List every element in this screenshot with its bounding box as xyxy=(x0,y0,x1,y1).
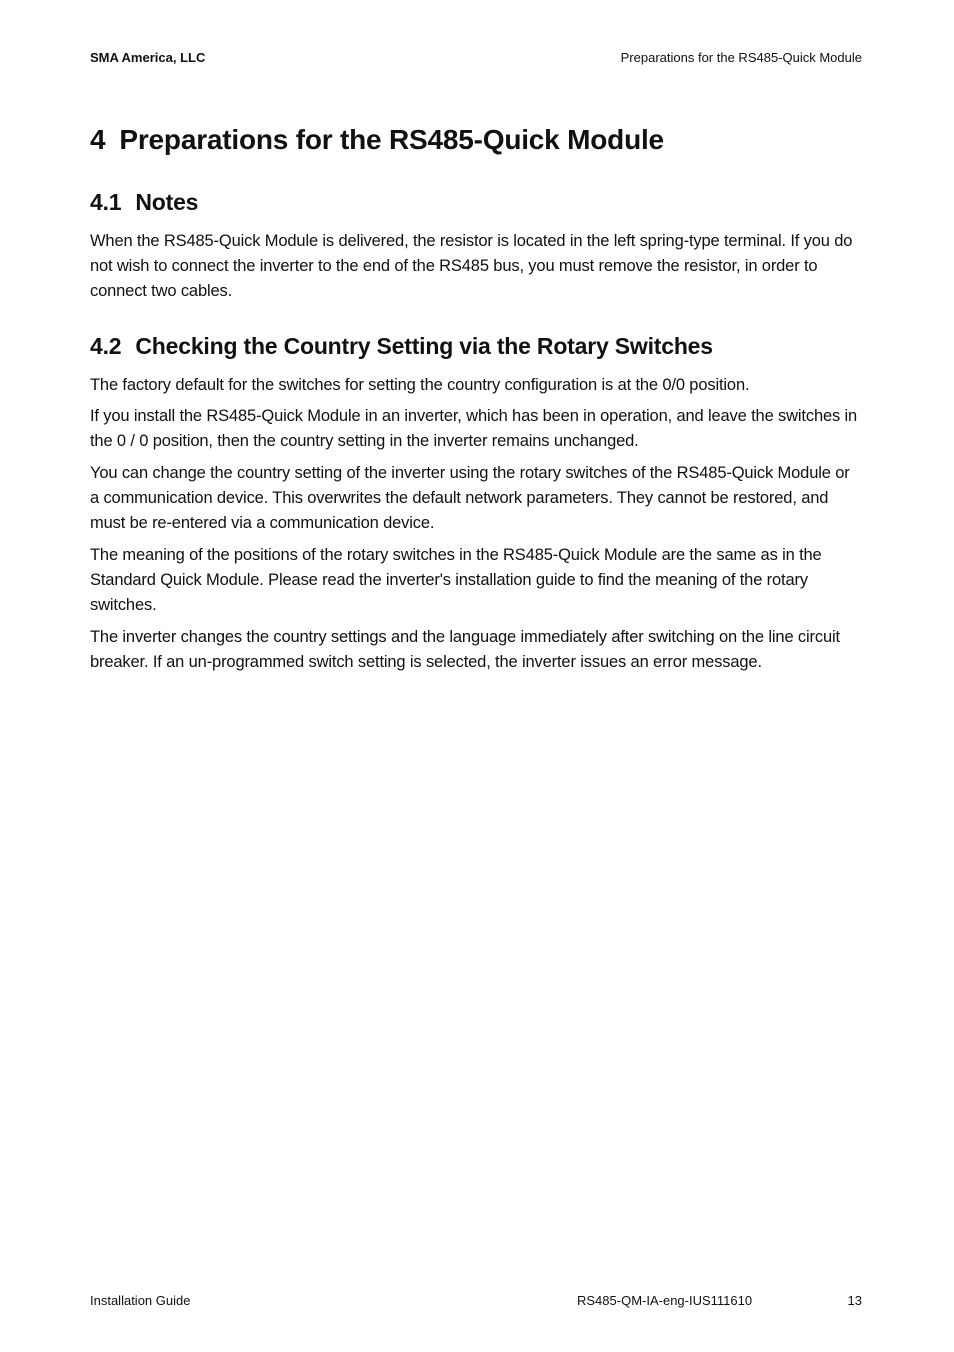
paragraph: If you install the RS485-Quick Module in an inverter, which has been in operation, and leave the switches in the 0 / 0 position, then the country setting in the inverter remains unchanged. xyxy=(90,407,858,450)
chapter-number: 4 xyxy=(90,124,106,155)
paragraph: The inverter changes the country settings and the language immediately after switching on the line circuit breaker. If an un-programmed switch setting is selected, the inverter issues an error message. xyxy=(90,628,840,671)
page-number: 13 xyxy=(847,1293,862,1308)
footer-guide-title: Installation Guide xyxy=(90,1293,191,1308)
section-heading-country-setting xyxy=(90,333,713,360)
chapter-title: Preparations for the RS485-Quick Module xyxy=(119,124,664,155)
paragraph: The factory default for the switches for setting the country configuration is at the 0/0 position. xyxy=(90,376,750,394)
section-number: 4.2 xyxy=(90,333,122,359)
header-company: SMA America, LLC xyxy=(90,50,206,65)
page-footer xyxy=(90,1293,862,1311)
paragraph: When the RS485-Quick Module is delivered, the resistor is located in the left spring-type terminal. If you do not wish to connect the inverter to the end of the RS485 bus, you must remove the resistor, in order to connect two cables. xyxy=(90,232,853,300)
paragraph: You can change the country setting of the inverter using the rotary switches of the RS485-Quick Module or a communication device. This overwrites the default network parameters. They cannot be restored, and must be re-entered via a communication device. xyxy=(90,464,850,532)
section-title: Checking the Country Setting via the Rotary Switches xyxy=(135,333,713,359)
section-number: 4.1 xyxy=(90,189,122,215)
paragraph: The meaning of the positions of the rotary switches in the RS485-Quick Module are the same as in the Standard Quick Module. Please read the inverter's installation guide to find the meaning of the rotary switches. xyxy=(90,546,822,614)
page-header xyxy=(90,50,862,68)
chapter-heading xyxy=(90,124,664,156)
section-title: Notes xyxy=(135,189,199,215)
section-heading-notes xyxy=(90,189,198,216)
footer-document-id: RS485-QM-IA-eng-IUS111610 xyxy=(577,1293,753,1308)
header-section-title: Preparations for the RS485-Quick Module xyxy=(620,50,862,65)
